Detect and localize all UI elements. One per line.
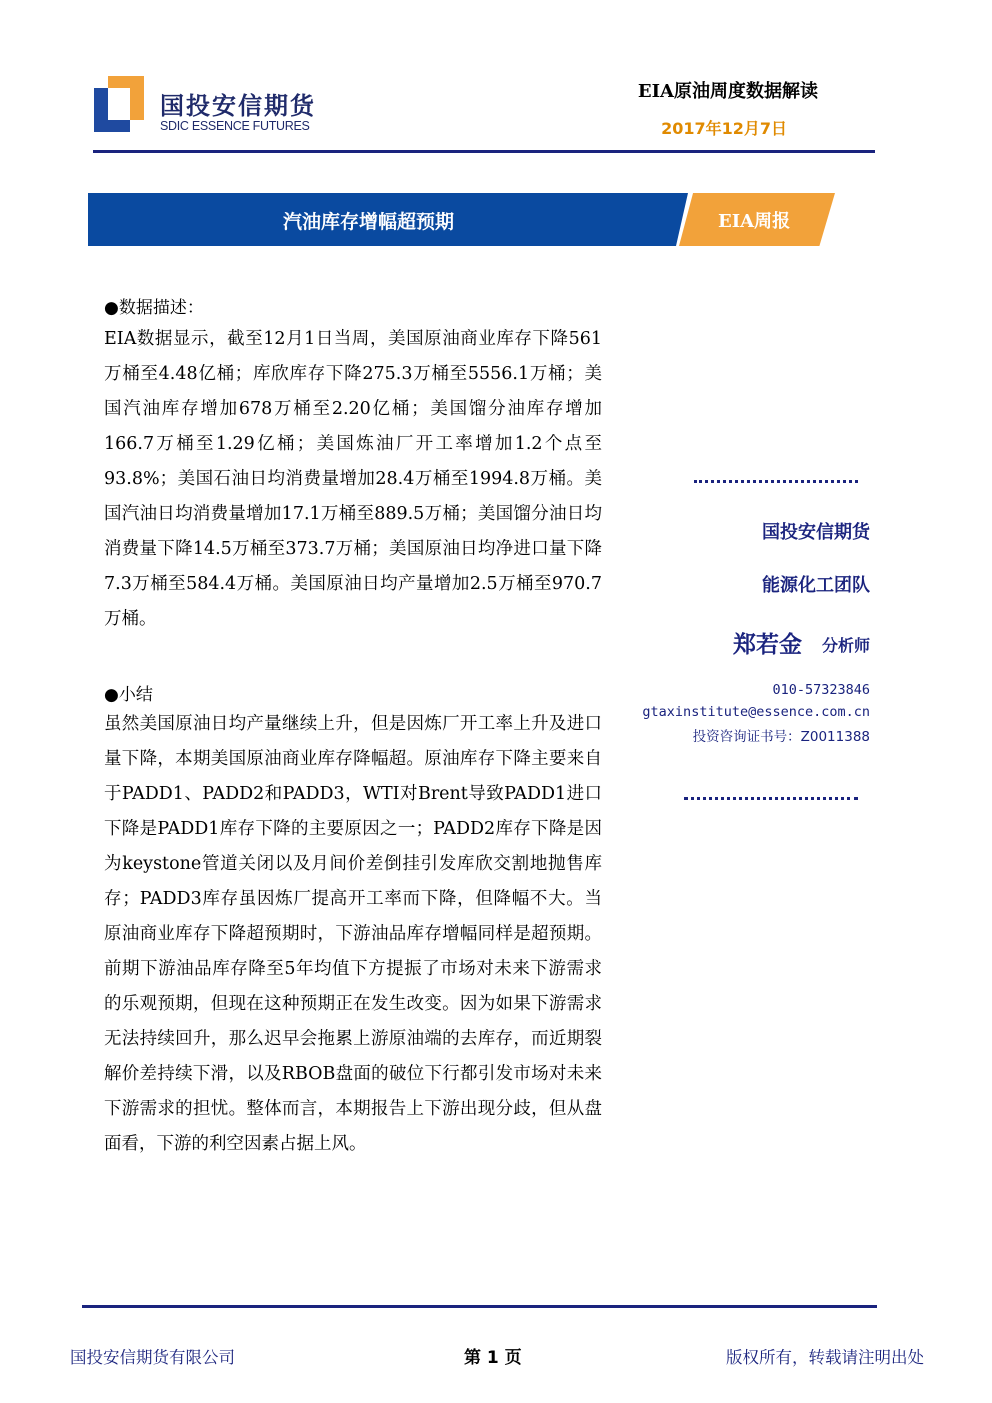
report-title: EIA原油周度数据解读	[637, 81, 818, 102]
analyst-phone: 010-57323846	[772, 682, 870, 698]
analyst-role: 分析师	[821, 636, 870, 655]
sidebar-divider-bottom	[684, 797, 858, 800]
footer-copyright: 版权所有，转载请注明出处	[726, 1348, 924, 1367]
company-logo-mark	[94, 76, 144, 132]
sidebar-org: 国投安信期货	[762, 522, 870, 543]
data-section-body: EIA数据显示，截至12月1日当周，美国原油商业库存下降561万桶至4.48亿桶；库欣库存下降275.3万桶至5556.1万桶；美国汽油库存增加678万桶至2.20亿桶；美国馏分油库存增加166.7万桶至1.29亿桶；美国炼油厂开工率增加1.2个点至93.8%；美国石油日均消费量增加28.4万桶至1994.8万桶。美国汽油日均消费量增加17.1万桶至889.5万桶；美国馏分油日均消费量下降14.5万桶至373.7万桶；美国原油日均净进口量下降7.3万桶至584.4万桶。美国原油日均产量增加2.5万桶至970.7万桶。	[104, 329, 602, 629]
sidebar-divider-top	[694, 480, 858, 483]
banner-tag: EIA周报	[718, 211, 791, 232]
data-section-heading: ●数据描述：	[104, 298, 204, 318]
analyst-certificate: 投资咨询证书号：Z0011388	[692, 729, 870, 745]
report-date: 2017年12月7日	[661, 119, 787, 138]
footer-divider	[82, 1305, 877, 1308]
banner-title: 汽油库存增幅超预期	[283, 211, 455, 233]
analyst-name: 郑若金	[733, 632, 802, 658]
analyst-email[interactable]: gtaxinstitute@essence.com.cn	[642, 704, 870, 720]
summary-section-body: 虽然美国原油日均产量继续上升，但是因炼厂开工率上升及进口量下降，本期美国原油商业库存降幅超。原油库存下降主要来自于PADD1、PADD2和PADD3，WTI对Brent导致PADD1进口下降是PADD1库存下降的主要原因之一；PADD2库存下降是因为keystone管道关闭以及月间价差倒挂引发库欣交割地抛售库存；PADD3库存虽因炼厂提高开工率而下降，但降幅不大。当原油商业库存下降超预期时，下游油品库存增幅同样是超预期。前期下游油品库存降至5年均值下方提振了市场对未来下游需求的乐观预期，但现在这种预期正在发生改变。因为如果下游需求无法持续回升，那么迟早会拖累上游原油端的去库存，而近期裂解价差持续下滑，以及RBOB盘面的破位下行都引发市场对未来下游需求的担忧。整体而言，本期报告上下游出现分歧，但从盘面看，下游的利空因素占据上风。	[104, 714, 602, 1154]
footer-company: 国投安信期货有限公司	[70, 1348, 235, 1367]
page-number: 第 1 页	[464, 1348, 522, 1368]
header-divider	[93, 150, 875, 153]
sidebar-team: 能源化工团队	[762, 575, 870, 596]
logo-chinese-name: 国投安信期货	[160, 92, 316, 120]
summary-section-heading: ●小结	[104, 685, 153, 705]
logo-english-name: SDIC ESSENCE FUTURES	[160, 119, 310, 133]
